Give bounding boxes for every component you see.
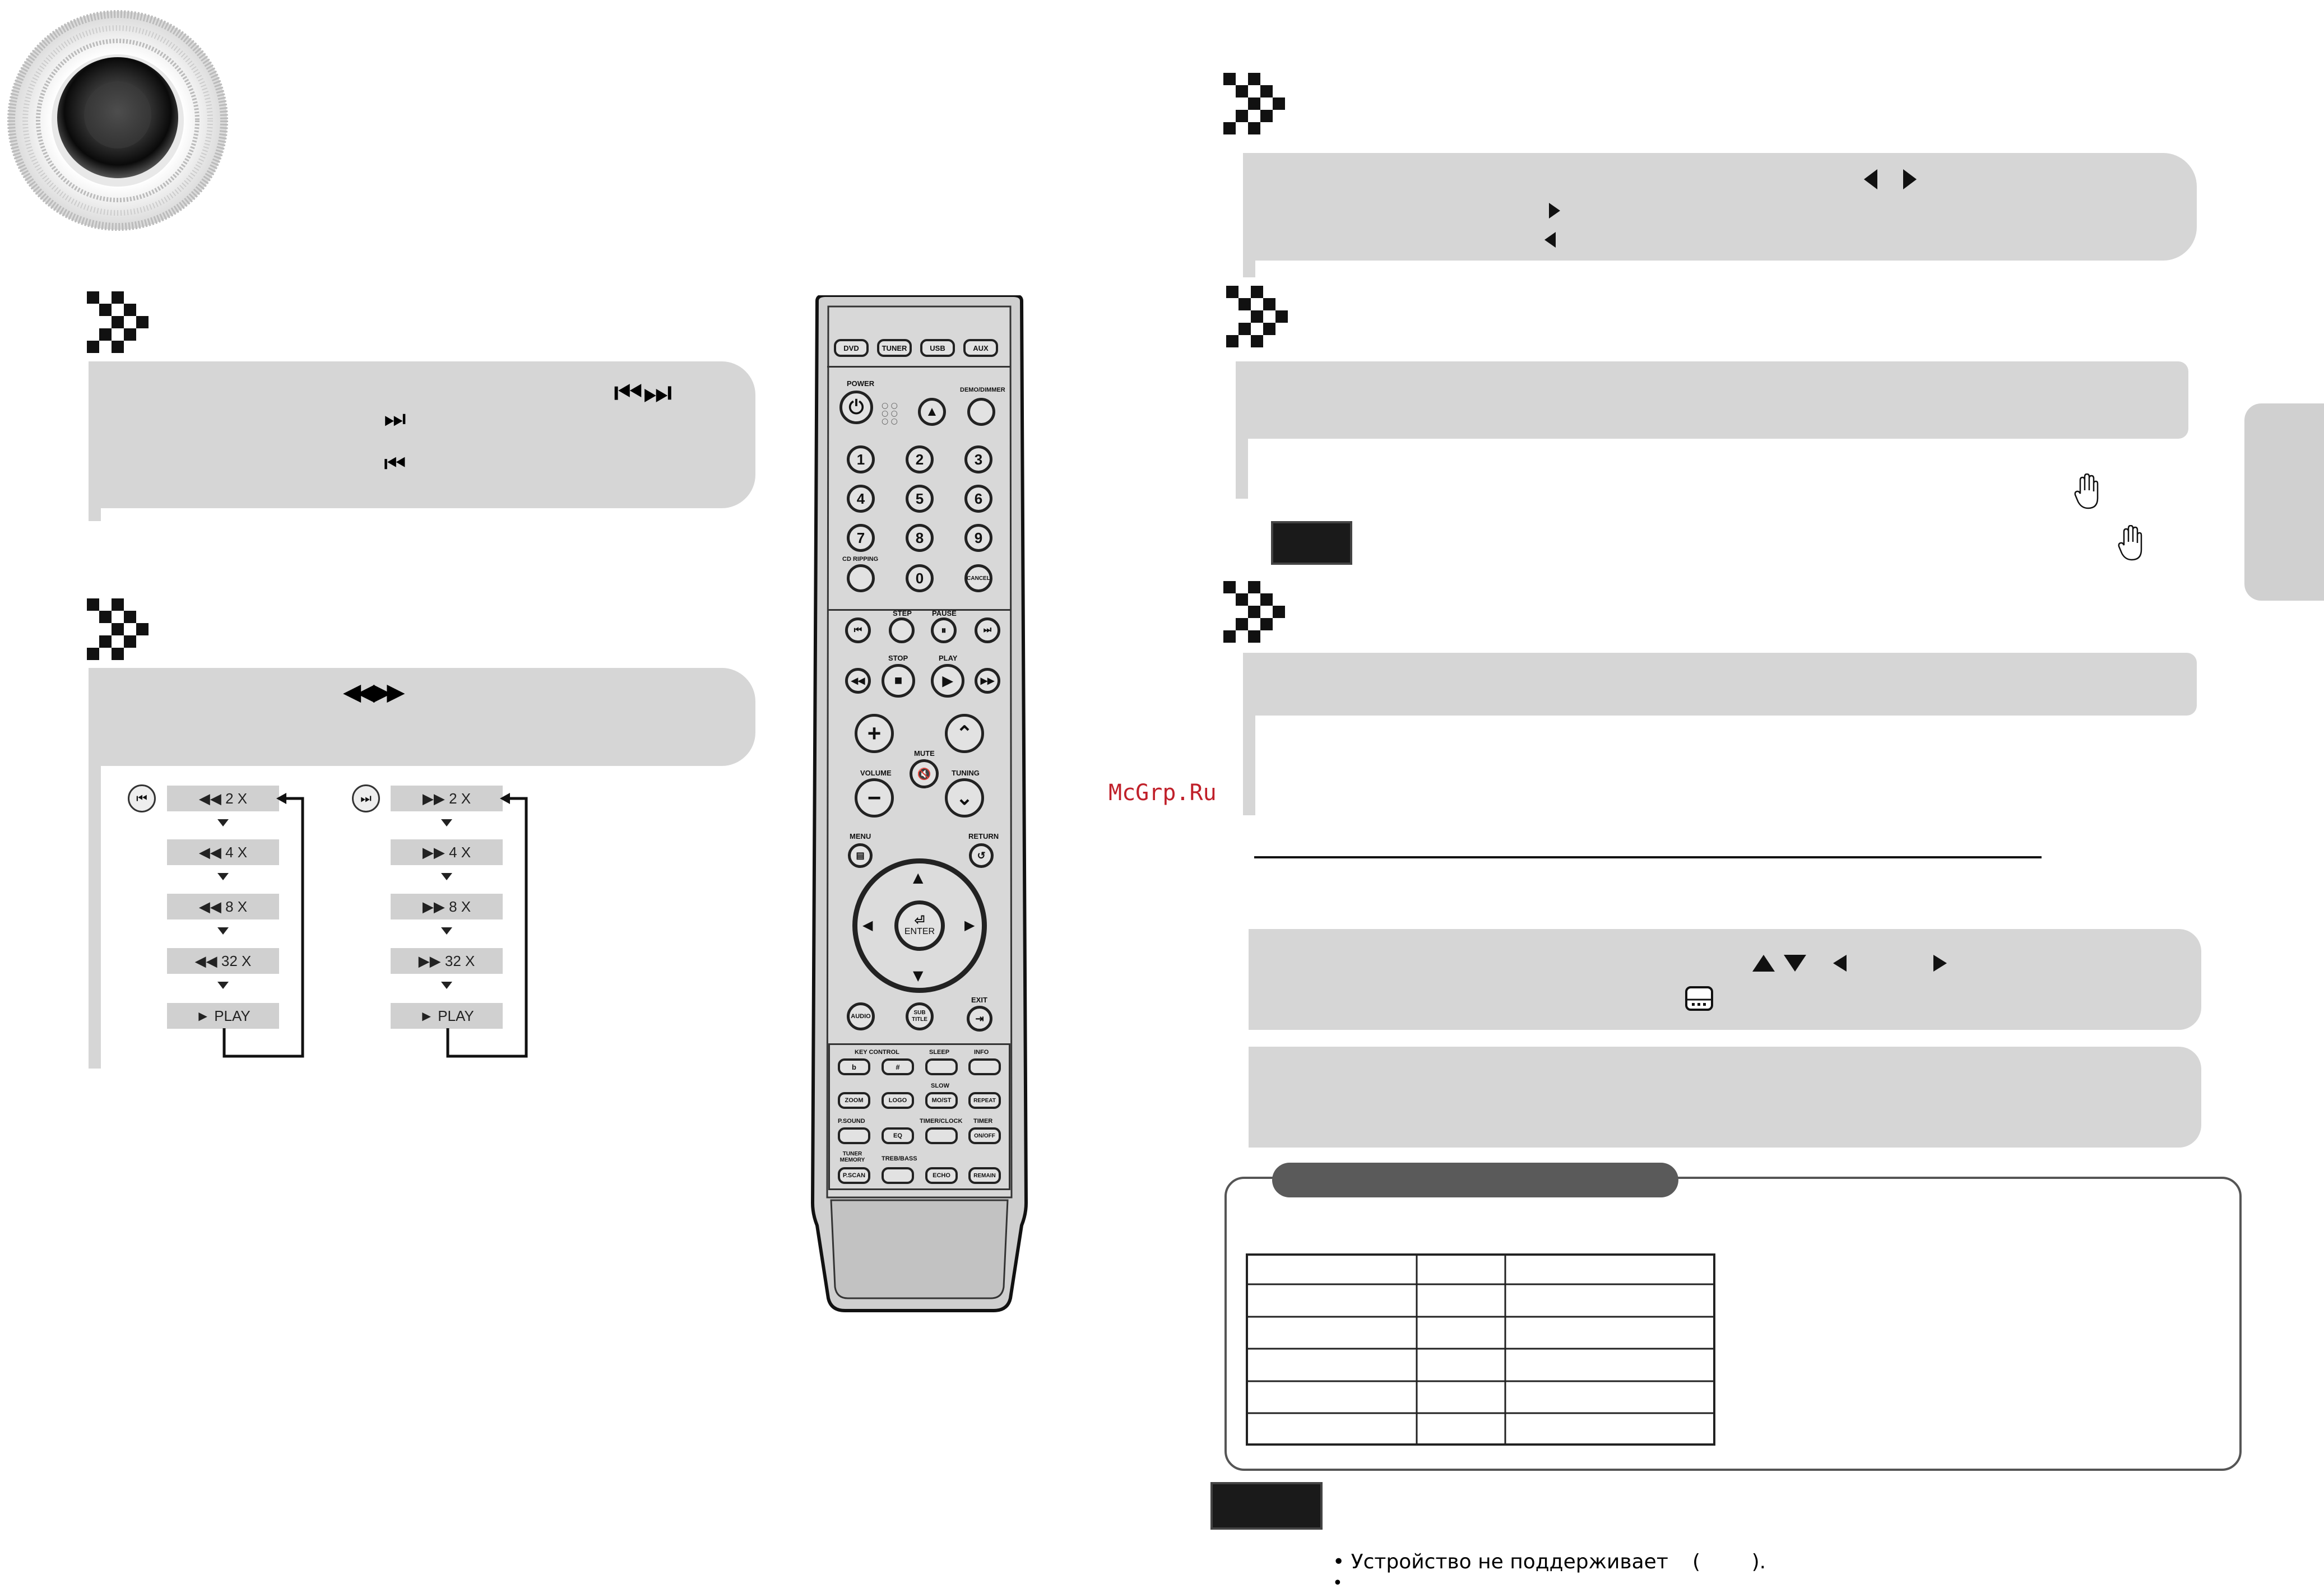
number-6-button[interactable]: 6: [964, 485, 992, 513]
section-divider-line: [1254, 856, 2042, 858]
checker-bullet-icon: [1223, 73, 1302, 137]
return-label: RETURN: [968, 832, 999, 840]
aux-button[interactable]: AUX: [963, 339, 998, 357]
checker-bullet-icon: [87, 291, 165, 356]
menu-navigation-panel: [1243, 153, 2197, 261]
note-line-2: •: [1333, 1573, 1343, 1593]
power-button[interactable]: ⏻: [839, 391, 873, 424]
remain-button[interactable]: REMAIN: [968, 1167, 1001, 1184]
skip-back-button[interactable]: ⏮: [845, 617, 871, 643]
rewind-circle-icon: ⏮: [128, 784, 156, 812]
step-panel-1: [1249, 929, 2201, 1030]
indicator-dots: ○ ○ ○ ○ ○ ○: [882, 401, 898, 426]
subtitle-screen-icon: [1684, 985, 1714, 1013]
treb-bass-label: TREB/BASS: [882, 1155, 917, 1162]
nav-right-icon[interactable]: ▶: [964, 917, 975, 933]
menu-navigation-bar: [1243, 153, 1255, 277]
step-label: STEP: [893, 609, 912, 617]
second-instruction-bar: [1236, 361, 1248, 499]
p-sound-label: P.SOUND: [838, 1118, 865, 1125]
repeat-button[interactable]: REPEAT: [968, 1092, 1001, 1109]
key-control-label: KEY CONTROL: [855, 1049, 899, 1056]
rewind-speed-4x: ◀◀ 4 X: [167, 839, 279, 865]
checker-bullet-icon: [1226, 286, 1305, 350]
enter-button[interactable]: [894, 900, 945, 951]
step-button[interactable]: [889, 617, 915, 643]
pause-button[interactable]: ⏸: [931, 617, 957, 643]
play-label: PLAY: [939, 654, 958, 662]
second-instruction-panel: [1236, 361, 2188, 439]
forward-speed-4x: ▶▶ 4 X: [391, 839, 503, 865]
logo-button[interactable]: LOGO: [882, 1092, 914, 1109]
enter-icon: ⏎: [914, 913, 925, 927]
checker-bullet-icon: [87, 598, 165, 663]
forward-speed-8x: ▶▶ 8 X: [391, 894, 503, 919]
tuner-memory-label: TUNER MEMORY: [839, 1151, 865, 1163]
sleep-button[interactable]: [925, 1058, 958, 1075]
checker-bullet-icon: [1223, 581, 1302, 645]
enter-label: ENTER: [904, 927, 935, 936]
next-button-icon: ⏭: [384, 405, 406, 433]
usb-button[interactable]: USB: [920, 339, 955, 357]
prev-next-button-icon: ⏮⏭: [614, 373, 672, 411]
search-instruction-panel: [89, 668, 755, 766]
play-button[interactable]: ▶: [931, 664, 964, 698]
volume-down-button[interactable]: −: [855, 778, 894, 818]
nav-up-icon[interactable]: ▲: [913, 870, 924, 885]
cancel-button[interactable]: CANCEL: [964, 564, 992, 592]
fast-forward-button[interactable]: ▶▶: [975, 668, 1000, 694]
rewind-speed-2x: ◀◀ 2 X: [167, 786, 279, 811]
slow-label: SLOW: [931, 1083, 949, 1089]
left-arrow-icon: [1542, 230, 1559, 250]
note-line-1-paren: ( ).: [1692, 1550, 1766, 1573]
cd-ripping-label: CD RIPPING: [842, 556, 879, 563]
info-button[interactable]: [968, 1058, 1001, 1075]
number-2-button[interactable]: 2: [906, 445, 934, 473]
p-sound-button[interactable]: [838, 1127, 870, 1144]
remote-control: [809, 295, 1030, 1315]
key-flat-button[interactable]: b: [838, 1058, 870, 1075]
eq-button[interactable]: EQ: [882, 1127, 914, 1144]
p-scan-button[interactable]: P.SCAN: [838, 1167, 870, 1184]
number-1-button[interactable]: 1: [847, 445, 875, 473]
rewind-speed-8x: ◀◀ 8 X: [167, 894, 279, 919]
key-sharp-button[interactable]: #: [882, 1058, 914, 1075]
note-line-1: • Устройство не поддерживает: [1333, 1550, 1668, 1573]
cd-disc-graphic: [6, 6, 230, 235]
audio-button[interactable]: AUDIO: [847, 1002, 875, 1030]
skip-forward-button[interactable]: ⏭: [975, 617, 1000, 643]
nav-left-icon[interactable]: ◀: [862, 917, 873, 933]
zoom-button[interactable]: ZOOM: [838, 1092, 870, 1109]
watermark-text: McGrp.Ru: [1108, 780, 1217, 806]
exit-label: EXIT: [971, 996, 987, 1004]
subtitle-button[interactable]: SUB TITLE: [906, 1002, 934, 1030]
demo-dimmer-label: DEMO/DIMMER: [960, 387, 1005, 393]
search-panel-bar: [89, 668, 101, 1069]
mute-label: MUTE: [914, 749, 935, 758]
tuning-up-button[interactable]: ⌃: [945, 714, 984, 753]
number-3-button[interactable]: 3: [964, 445, 992, 473]
prev-button-icon: ⏮: [384, 449, 406, 478]
note-black-box: [1210, 1482, 1323, 1530]
mo-st-button[interactable]: MO/ST: [925, 1092, 958, 1109]
number-8-button[interactable]: 8: [906, 524, 934, 552]
mute-button[interactable]: 🔇: [910, 759, 939, 788]
rewind-play: ► PLAY: [167, 1003, 279, 1029]
forward-speed-2x: ▶▶ 2 X: [391, 786, 503, 811]
menu-label: MENU: [850, 832, 871, 840]
rewind-forward-button-icon: ◀◀ ▶▶: [343, 678, 401, 705]
number-0-button[interactable]: 0: [906, 564, 934, 592]
number-7-button[interactable]: 7: [847, 524, 875, 552]
forward-circle-icon: ⏭: [352, 784, 380, 812]
language-code-table: [1246, 1253, 1715, 1446]
timer-clock-label: TIMER/CLOCK: [920, 1118, 963, 1125]
tuning-label: TUNING: [952, 769, 980, 777]
pause-label: PAUSE: [932, 609, 957, 617]
hand-stop-icon: [2117, 525, 2143, 562]
rewind-speed-32x: ◀◀ 32 X: [167, 948, 279, 974]
left-right-arrow-icon: [1861, 167, 1922, 192]
cd-ripping-button[interactable]: [847, 564, 875, 592]
remote-divider: [827, 609, 1011, 611]
stop-button[interactable]: ■: [882, 664, 915, 698]
hand-stop-icon: [2073, 473, 2099, 510]
note-black-box: [1271, 521, 1352, 565]
number-5-button[interactable]: 5: [906, 485, 934, 513]
power-label: POWER: [847, 379, 875, 388]
demo-dimmer-button[interactable]: [967, 398, 995, 426]
exit-button[interactable]: ⇥: [967, 1006, 992, 1032]
right-arrow-icon: [1928, 953, 1950, 975]
sleep-label: SLEEP: [929, 1049, 950, 1056]
skip-panel-bar: [89, 361, 101, 521]
number-9-button[interactable]: 9: [964, 524, 992, 552]
rewind-loop-line: [221, 787, 311, 1062]
return-button[interactable]: ↺: [969, 843, 994, 868]
nav-down-icon[interactable]: ▼: [913, 968, 924, 983]
volume-up-button[interactable]: +: [855, 714, 894, 753]
menu-button[interactable]: ▤: [848, 843, 873, 868]
forward-speed-32x: ▶▶ 32 X: [391, 948, 503, 974]
treb-bass-button[interactable]: [882, 1167, 914, 1184]
forward-play: ► PLAY: [391, 1003, 503, 1029]
remote-divider: [827, 366, 1011, 368]
third-instruction-panel: [1243, 653, 2197, 716]
eject-button[interactable]: ▲: [918, 398, 946, 426]
stop-label: STOP: [888, 654, 908, 662]
up-down-left-arrow-icons: [1751, 953, 1869, 975]
forward-loop-line: [445, 787, 535, 1062]
timer-on-off-button[interactable]: ON/OFF: [968, 1127, 1001, 1144]
third-instruction-bar: [1243, 653, 1255, 815]
volume-label: VOLUME: [860, 769, 892, 777]
info-frame-tab: [1272, 1163, 1678, 1197]
tuning-down-button[interactable]: ⌄: [945, 778, 984, 818]
info-label: INFO: [974, 1049, 989, 1056]
echo-button[interactable]: ECHO: [925, 1167, 958, 1184]
dvd-button[interactable]: DVD: [834, 339, 869, 357]
tuner-button[interactable]: TUNER: [877, 339, 912, 357]
rewind-button[interactable]: ◀◀: [845, 668, 871, 694]
timer-clock-button[interactable]: [925, 1127, 958, 1144]
chapter-side-tab: [2244, 403, 2324, 601]
timer-label: TIMER: [973, 1118, 993, 1125]
right-arrow-icon: [1546, 201, 1562, 221]
number-4-button[interactable]: 4: [847, 485, 875, 513]
step-panel-2: [1249, 1047, 2201, 1148]
